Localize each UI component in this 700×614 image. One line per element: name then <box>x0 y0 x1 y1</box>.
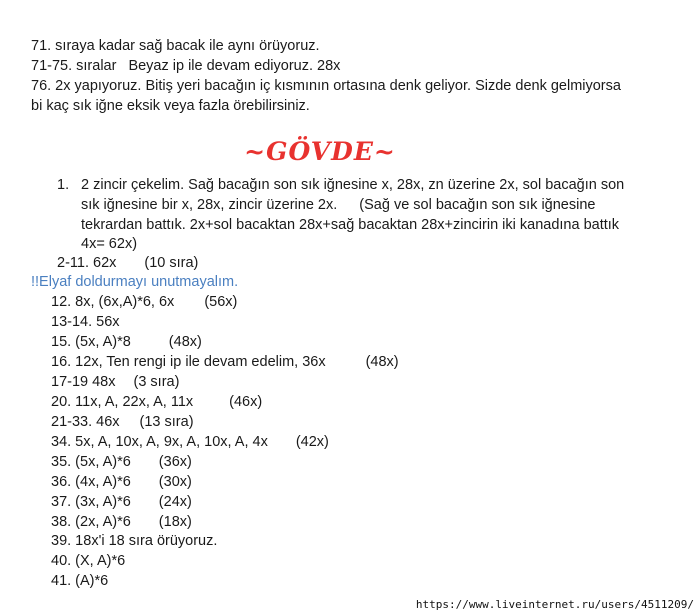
source-url-watermark: https://www.liveinternet.ru/users/4511209/ <box>415 598 694 611</box>
step-1-line-3: tekrardan battık. 2x+sol bacaktan 28x+sağ bacaktan 28x+zincirin iki kanadına battık <box>81 217 620 233</box>
row-label: 21-33. 46x <box>51 414 120 430</box>
row-count: (48x) <box>365 354 399 370</box>
row-count: (3 sıra) <box>133 374 180 390</box>
row-count: (36x) <box>158 454 192 470</box>
row-label: 12. 8x, (6x,A)*6, 6x <box>51 294 175 310</box>
row-item <box>51 513 192 532</box>
row-item <box>51 413 194 432</box>
row-label: 20. 11x, A, 22x, A, 11x <box>51 394 194 410</box>
row-count: (46x) <box>229 394 263 410</box>
row-item <box>51 353 399 372</box>
row-item <box>51 453 192 472</box>
row-item <box>51 333 202 352</box>
row-label: 38. (2x, A)*6 <box>51 514 131 530</box>
row-count: (48x) <box>168 334 202 350</box>
row-count: (18x) <box>158 514 192 530</box>
row-count: (56x) <box>204 294 238 310</box>
row-item <box>51 313 120 332</box>
row-label: 41. (A)*6 <box>51 573 109 589</box>
step-2-11-label: 2-11. 62x <box>57 255 117 271</box>
row-count: (42x) <box>295 434 329 450</box>
row-item <box>51 373 179 392</box>
step-1-line-1: 2 zincir çekelim. Sağ bacağın son sık iğnesine x, 28x, zn üzerine 2x, sol bacağın son <box>81 177 625 193</box>
row-item <box>51 493 192 512</box>
intro-line-1: 71. sıraya kadar sağ bacak ile aynı örüyoruz. <box>31 38 320 54</box>
intro-line-3: 76. 2x yapıyoruz. Bitiş yeri bacağın iç kısmının ortasına denk geliyor. Sizde denk gelmiyorsa <box>31 78 621 94</box>
step-2-11 <box>57 254 198 273</box>
step-1-line-2 <box>81 196 595 215</box>
row-count: (30x) <box>158 474 192 490</box>
step-1-line-4: 4x= 62x) <box>81 236 138 252</box>
row-item <box>51 532 217 551</box>
row-label: 35. (5x, A)*6 <box>51 454 131 470</box>
intro-line-4: bi kaç sık iğne eksik veya fazla örebilirsiniz. <box>31 98 310 114</box>
row-label: 40. (X, A)*6 <box>51 553 126 569</box>
row-count: (24x) <box>158 494 192 510</box>
row-item <box>51 473 192 492</box>
row-item <box>51 293 237 312</box>
row-label: 39. 18x'i 18 sıra örüyoruz. <box>51 533 218 549</box>
row-item <box>51 572 108 591</box>
row-label: 17-19 48x <box>51 374 116 390</box>
intro-line-2-label: 71-75. sıralar <box>31 58 117 74</box>
row-item <box>51 393 262 412</box>
row-label: 36. (4x, A)*6 <box>51 474 131 490</box>
step-2-11-count: (10 sıra) <box>144 255 199 271</box>
row-label: 37. (3x, A)*6 <box>51 494 131 510</box>
stuffing-reminder: !!Elyaf doldurmayı unutmayalım. <box>31 274 239 290</box>
step-1-line-2-note: (Sağ ve sol bacağın son sık iğnesine <box>359 197 596 213</box>
row-label: 16. 12x, Ten rengi ip ile devam edelim, 36x <box>51 354 326 370</box>
row-item <box>51 433 329 452</box>
step-1-line-2-text: sık iğnesine bir x, 28x, zincir üzerine 2x. <box>81 197 338 213</box>
section-title: ~GÖVDE~ <box>244 137 396 166</box>
intro-line-2 <box>31 57 340 76</box>
row-label: 34. 5x, A, 10x, A, 9x, A, 10x, A, 4x <box>51 434 268 450</box>
intro-line-2-text: Beyaz ip ile devam ediyoruz. 28x <box>128 58 341 74</box>
row-count: (13 sıra) <box>139 414 194 430</box>
row-label: 13-14. 56x <box>51 314 120 330</box>
row-label: 15. (5x, A)*8 <box>51 334 131 350</box>
row-item <box>51 552 125 571</box>
step-1-number: 1. <box>57 177 70 193</box>
